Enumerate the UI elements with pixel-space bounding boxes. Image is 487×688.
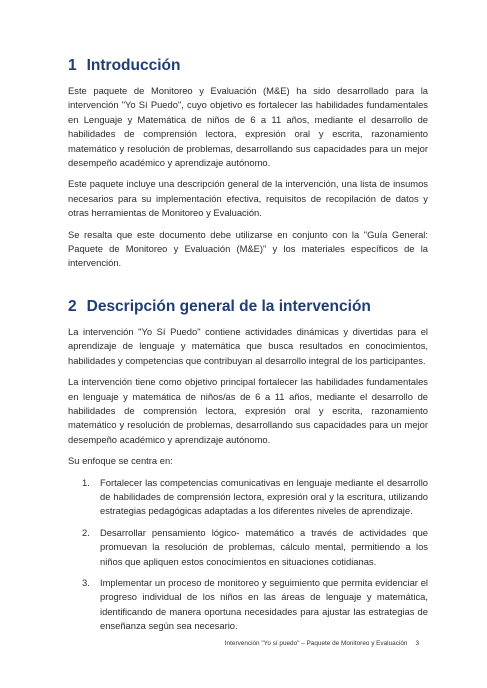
section-title: Introducción [86, 57, 181, 74]
paragraph: Su enfoque se centra en: [68, 455, 173, 467]
page-footer [225, 640, 419, 647]
section-number: 2 [68, 297, 77, 315]
paragraph: La intervención "Yo Sí Puedo" contiene actividades dinámicas y divertidas para el aprendizaje de lenguaje y matemática que busca resultados en conocimientos, habilidades y competencias que contribuyan al desarrollo integral de los participantes. [68, 325, 428, 366]
section-introduccion [68, 56, 428, 271]
list-item-text: Desarrollar pensamiento lógico- matemático a través de actividades que promuevan la resolución de problemas, cálculo mental, permitiendo a los niños que apliquen estos conocimientos en situaciones cotidianas. [100, 526, 428, 567]
list-item [80, 576, 428, 634]
footer-text: Intervención "Yo sí puedo" – Paquete de Monitoreo y Evaluación [224, 640, 408, 647]
section-number: 1 [68, 57, 77, 74]
list-marker: 1. [82, 476, 90, 488]
paragraph: La intervención tiene como objetivo principal fortalecer las habilidades fundamentales en lenguaje y matemática de niños/as de 6 a 11 años, mediante el desarrollo de habilidades de comprensión lectora, expresión oral y escrita, razonamiento matemático y resolución de problemas, desarrollando sus capacidades para un mejor desempeño académico y aprendizaje autónomo. [68, 376, 428, 445]
numbered-list [80, 476, 428, 634]
list-item-text: Fortalecer las competencias comunicativas en lenguaje mediante el desarrollo de habilidades de comprensión lectora, expresión oral y la escritura, utilizando estrategias pedagógicas adaptadas a los diferentes niveles de aprendizaje. [100, 476, 428, 517]
list-marker: 2. [82, 526, 90, 538]
section-heading [68, 297, 428, 317]
list-item [80, 526, 428, 569]
section-title: Descripción general de la intervención [86, 297, 371, 315]
section-descripcion [68, 297, 428, 634]
page-number: 3 [415, 640, 419, 647]
page-content [68, 56, 428, 641]
list-item [80, 476, 428, 519]
paragraph: Se resalta que este documento debe utilizarse en conjunto con la "Guía General: Paquete de Monitoreo y Evaluación (M&E)" y los materiales específicos de la intervención. [68, 228, 428, 269]
list-marker: 3. [82, 576, 90, 588]
paragraph: Este paquete de Monitoreo y Evaluación (M&E) ha sido desarrollado para la intervención "Yo Sí Puedo", cuyo objetivo es fortalecer las habilidades fundamentales en Lenguaje y Matemática de niños de 6 a 11 años, mediante el desarrollo de habilidades de comprensión lectora, expresión oral y escrita, razonamiento matemático y resolución de problemas, desarrollando sus capacidades para un mejor desempeño académico y aprendizaje autónomo. [68, 85, 428, 169]
paragraph: Este paquete incluye una descripción general de la intervención, una lista de insumos necesarios para su implementación efectiva, requisitos de recopilación de datos y otras herramientas de Monitoreo y Evaluación. [68, 178, 428, 219]
list-item-text: Implementar un proceso de monitoreo y seguimiento que permita evidenciar el progreso individual de los niños en las áreas de lenguaje y matemática, identificando de manera oportuna necesidades para ajustar las estrategias de enseñanza según sea necesario. [100, 576, 428, 632]
section-heading [68, 56, 428, 76]
